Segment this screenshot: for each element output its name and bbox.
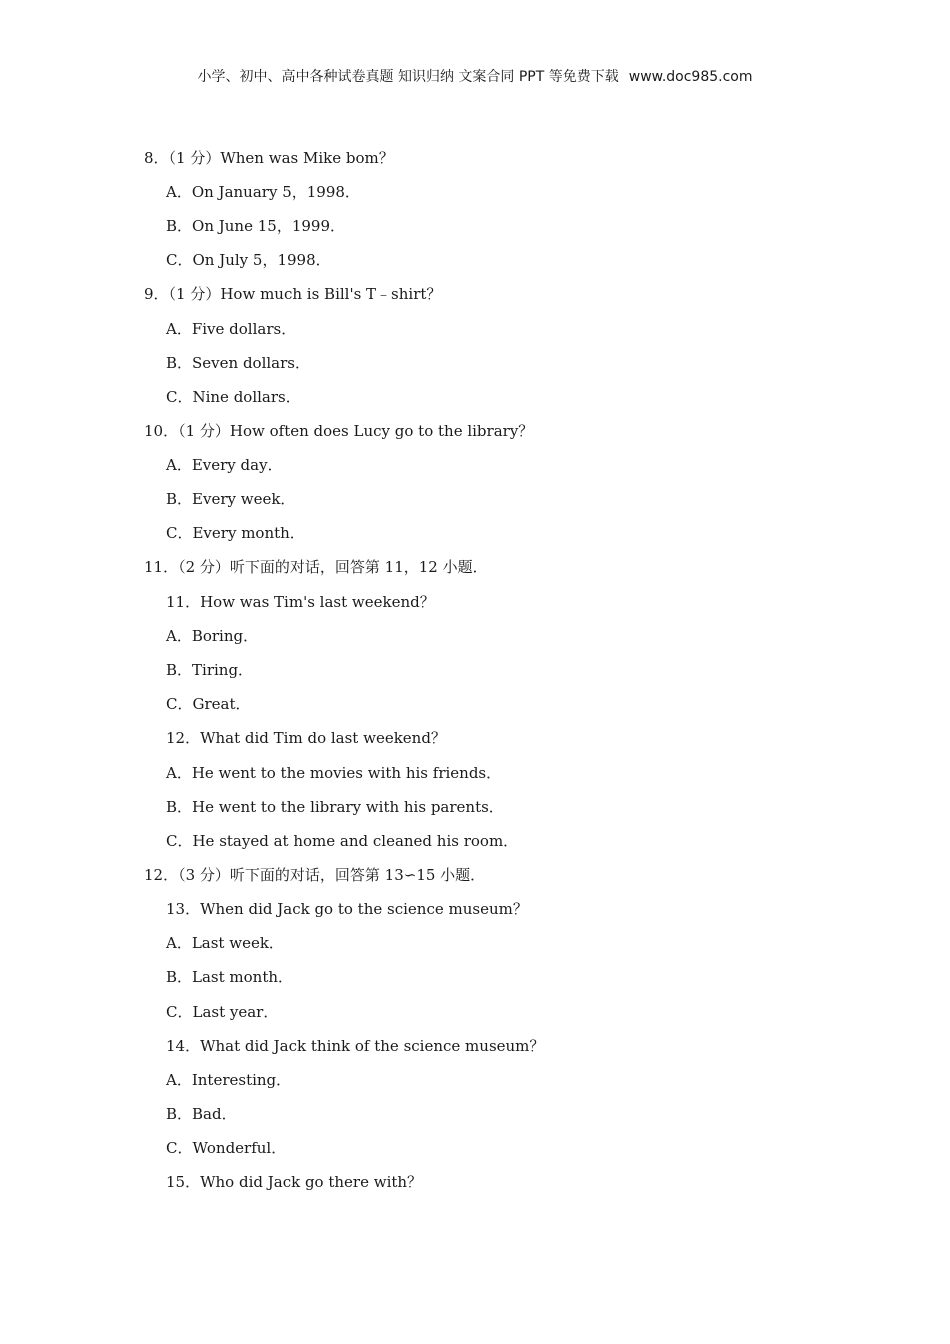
question-8: 8．（1 分）When was Mike bom？ (144, 149, 394, 167)
option-11a: A．Boring． (166, 627, 259, 645)
question-11: 11．（2 分）听下面的对话，回答第 11，12 小题． (144, 558, 488, 576)
option-14a: A．Interesting． (166, 1071, 292, 1089)
option-11c: C．Great． (166, 695, 251, 713)
option-9a: A．Five dollars． (166, 320, 297, 338)
option-8a: A．On January 5，1998． (166, 183, 360, 201)
subquestion-14: 14．What did Jack think of the science museum？ (166, 1037, 545, 1055)
option-10b: B．Every week． (166, 490, 296, 508)
option-9b: B．Seven dollars． (166, 354, 310, 372)
option-11b: B．Tiring． (166, 661, 254, 679)
subquestion-12: 12．What did Tim do last weekend？ (166, 729, 446, 747)
header-site-link[interactable]: www.doc985.com (628, 69, 753, 85)
option-8b: B．On June 15，1999． (166, 217, 345, 235)
page-header (0, 66, 950, 86)
option-10a: A．Every day． (166, 456, 283, 474)
option-13b: B．Last month． (166, 968, 294, 986)
header-text: 小学、初中、高中各种试卷真题 知识归纳 文案合同 PPT 等免费下载 (197, 69, 619, 85)
option-12a: A．He went to the movies with his friends． (166, 764, 502, 782)
option-12c: C．He stayed at home and cleaned his room． (166, 832, 519, 850)
option-13c: C．Last year． (166, 1003, 279, 1021)
option-14b: B．Bad． (166, 1105, 237, 1123)
question-12: 12．（3 分）听下面的对话，回答第 13∽15 小题． (144, 866, 486, 884)
option-9c: C．Nine dollars． (166, 388, 301, 406)
subquestion-15: 15．Who did Jack go there with？ (166, 1173, 423, 1191)
option-8c: C．On July 5，1998． (166, 251, 331, 269)
option-10c: C．Every month． (166, 524, 305, 542)
subquestion-11: 11．How was Tim's last weekend？ (166, 593, 435, 611)
subquestion-13: 13．When did Jack go to the science museum？ (166, 900, 528, 918)
option-13a: A．Last week． (166, 934, 284, 952)
question-10: 10．（1 分）How often does Lucy go to the library？ (144, 422, 534, 440)
option-12b: B．He went to the library with his parents． (166, 798, 504, 816)
option-14c: C．Wonderful． (166, 1139, 287, 1157)
question-9: 9．（1 分）How much is Bill's T﹣shirt？ (144, 285, 442, 303)
